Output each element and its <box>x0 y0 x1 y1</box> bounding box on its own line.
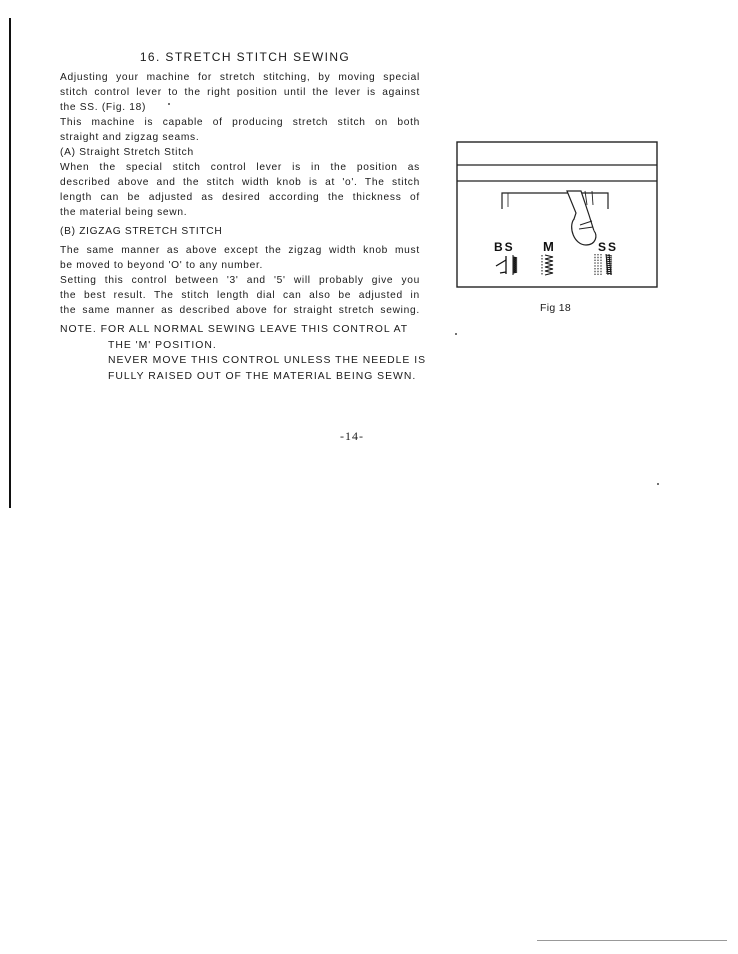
word: length <box>216 290 249 301</box>
figure-stitch-control-diagram <box>456 141 658 288</box>
word: give <box>371 275 394 286</box>
text-line <box>60 175 420 190</box>
text-line <box>60 205 420 220</box>
word: you <box>401 275 420 286</box>
word: probably <box>318 275 364 286</box>
section-b-heading: (B) ZIGZAG STRETCH STITCH <box>60 226 223 237</box>
word: above <box>185 245 218 256</box>
word: between <box>175 275 219 286</box>
word: as <box>161 305 174 316</box>
manual-text-column <box>60 50 427 384</box>
scan-speck <box>455 333 457 335</box>
word: lever <box>335 87 361 98</box>
word: for <box>197 72 212 83</box>
word: width <box>328 245 357 256</box>
word: is <box>292 162 301 173</box>
word: and <box>156 177 176 188</box>
word: manner <box>121 245 160 256</box>
page-number: -14- <box>340 429 364 443</box>
word: Setting <box>60 275 97 286</box>
word: of <box>410 192 420 203</box>
word: Adjusting <box>60 72 109 83</box>
word: When <box>60 162 90 173</box>
word: machine <box>91 117 135 128</box>
word: the <box>60 290 77 301</box>
word: desired <box>222 192 261 203</box>
word: control <box>131 275 168 286</box>
word: right <box>207 87 231 98</box>
word: stretch <box>219 72 256 83</box>
word: as <box>407 162 420 173</box>
word: against <box>382 87 420 98</box>
scan-speck <box>657 483 659 485</box>
intro-paragraph <box>60 70 420 145</box>
word: for <box>273 305 288 316</box>
text-line <box>60 190 420 205</box>
text-line <box>60 130 420 145</box>
word: to <box>168 87 179 98</box>
word: and <box>246 275 266 286</box>
word: stitch <box>206 177 235 188</box>
word: stitch <box>337 117 366 128</box>
label-bs: BS <box>494 240 515 254</box>
word: 'o'. <box>342 177 358 188</box>
label-ss: SS <box>598 240 619 254</box>
section-a-paragraph <box>60 160 420 220</box>
section-a-heading: (A) Straight Stretch Stitch <box>60 147 194 158</box>
word: sewing. <box>380 305 420 316</box>
word: is <box>308 177 318 188</box>
text-line <box>60 70 420 85</box>
word: the <box>182 177 200 188</box>
word: the SS. (Fig. 18) <box>60 102 147 113</box>
word: lever <box>256 162 282 173</box>
word: special <box>383 72 420 83</box>
label-m: M <box>543 239 554 254</box>
word: '3' <box>226 275 239 286</box>
word: knob <box>276 177 302 188</box>
word: stitch <box>60 87 88 98</box>
word: is <box>367 87 376 98</box>
word: same <box>82 305 111 316</box>
word: manner <box>116 305 156 316</box>
word: this <box>104 275 124 286</box>
word: adjusted <box>358 290 403 301</box>
word: position <box>356 162 398 173</box>
word: by <box>318 72 331 83</box>
word: capable <box>162 117 204 128</box>
word: special <box>125 162 163 173</box>
word: length <box>60 192 92 203</box>
text-line <box>60 100 420 115</box>
word: '5' <box>273 275 286 286</box>
word: straight and zigzag seams. <box>60 132 200 143</box>
text-line <box>60 303 420 318</box>
word: This <box>60 117 83 128</box>
word: the <box>265 245 282 256</box>
note-line: NOTE. FOR ALL NORMAL SEWING LEAVE THIS CONTROL AT <box>60 324 409 335</box>
word: of <box>212 117 223 128</box>
binding-edge-line <box>9 18 11 508</box>
word: as <box>201 192 214 203</box>
word: can <box>282 290 302 301</box>
note-line: FULLY RAISED OUT OF THE MATERIAL BEING SEWN. <box>108 370 417 382</box>
word: stitching, <box>263 72 311 83</box>
text-line <box>60 258 420 273</box>
word: be moved to beyond 'O' to any number. <box>60 260 264 271</box>
note-line: NEVER MOVE THIS CONTROL UNLESS THE NEEDLE IS <box>108 355 427 366</box>
word: machine <box>146 72 191 83</box>
bottom-rule <box>537 940 727 941</box>
text-line <box>60 115 420 130</box>
word: stitch <box>391 177 420 188</box>
word: stretch <box>338 305 375 316</box>
text-line <box>60 85 420 100</box>
figure-caption: Fig 18 <box>540 302 571 314</box>
word: stitch <box>172 162 201 173</box>
word: until <box>283 87 307 98</box>
text-line <box>60 273 420 288</box>
word: is <box>144 117 154 128</box>
word: thickness <box>352 192 402 203</box>
word: the <box>184 87 201 98</box>
word: lever <box>136 87 162 98</box>
note-line: THE 'M' POSITION. <box>108 339 217 351</box>
word: as <box>166 245 180 256</box>
section-b-paragraph <box>60 243 420 318</box>
word: also <box>309 290 331 301</box>
word: on <box>375 117 388 128</box>
word: described <box>179 305 230 316</box>
word: The <box>154 290 174 301</box>
word: can <box>100 192 120 203</box>
word: adjusted <box>148 192 193 203</box>
word: dial <box>256 290 276 301</box>
word: at <box>325 177 335 188</box>
word: be <box>127 192 141 203</box>
word: best <box>83 290 106 301</box>
note-block <box>60 322 427 384</box>
word: described <box>60 177 111 188</box>
word: the <box>99 162 116 173</box>
word: the <box>327 192 345 203</box>
word: your <box>116 72 139 83</box>
word: according <box>268 192 320 203</box>
word: be <box>338 290 352 301</box>
word: in <box>311 162 321 173</box>
word: same <box>86 245 115 256</box>
word: will <box>293 275 311 286</box>
word: width <box>241 177 270 188</box>
word: stitch <box>181 290 210 301</box>
word: above <box>117 177 150 188</box>
word: the <box>312 87 329 98</box>
word: stretch <box>292 117 329 128</box>
word: except <box>224 245 259 256</box>
word: The <box>60 245 80 256</box>
word: above <box>236 305 268 316</box>
word: position <box>236 87 278 98</box>
word: producing <box>232 117 284 128</box>
word: straight <box>293 305 333 316</box>
word: the <box>330 162 347 173</box>
word: result. <box>113 290 147 301</box>
word: must <box>394 245 420 256</box>
word: in <box>410 290 420 301</box>
word: the <box>60 305 77 316</box>
text-line <box>60 160 420 175</box>
word: The <box>364 177 385 188</box>
text-line <box>60 243 420 258</box>
text-line <box>60 288 420 303</box>
word: control <box>210 162 247 173</box>
word: the material being sewn. <box>60 207 188 218</box>
word: both <box>397 117 420 128</box>
word: knob <box>363 245 389 256</box>
word: zigzag <box>288 245 323 256</box>
stitch-control-illustration <box>456 141 658 288</box>
word: moving <box>338 72 376 83</box>
word: control <box>94 87 130 98</box>
section-title: 16. STRETCH STITCH SEWING <box>139 50 351 64</box>
